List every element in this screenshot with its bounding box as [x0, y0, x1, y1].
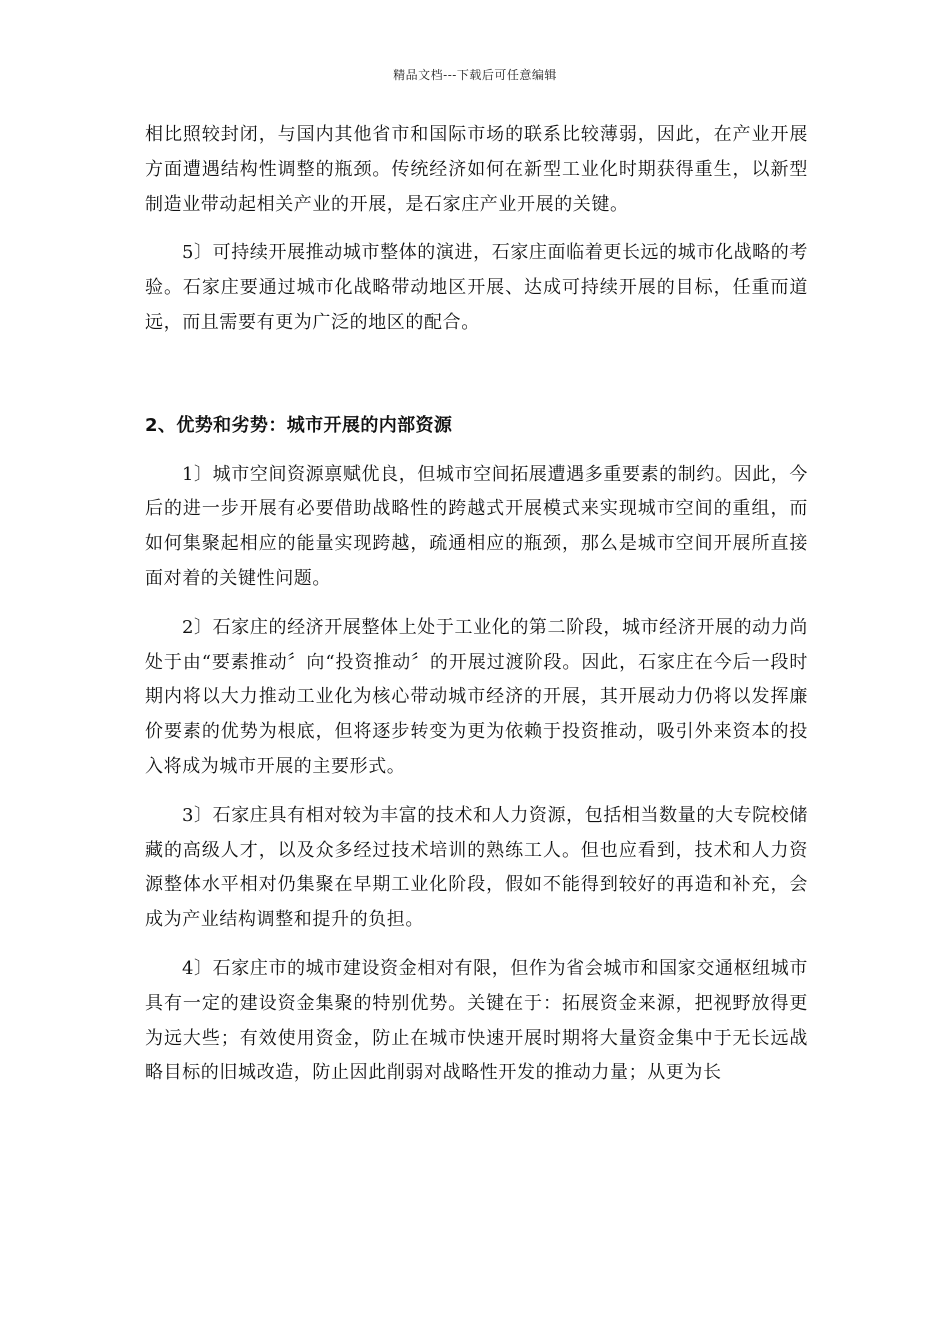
- paragraph-item-1: 1〕城市空间资源禀赋优良，但城市空间拓展遭遇多重要素的制约。因此，今后的进一步开展有必要借助战略性的跨越式开展模式来实现城市空间的重组，而如何集聚起相应的能量实现跨越，疏通相应的瓶颈，那么是城市空间开展所直接面对着的关键性问题。: [145, 463, 808, 589]
- paragraph-item-2: 2〕石家庄的经济开展整体上处于工业化的第二阶段，城市经济开展的动力尚处于由“要素推动〞向“投资推动〞的开展过渡阶段。因此，石家庄在今后一段时期内将以大力推动工业化为核心带动城市经济的开展，其开展动力仍将以发挥廉价要素的优势为根底，但将逐步转变为更为依赖于投资推动，吸引外来资本的投入将成为城市开展的主要形式。: [145, 616, 808, 777]
- paragraph-item-3: 3〕石家庄具有相对较为丰富的技术和人力资源，包括相当数量的大专院校储藏的高级人才，以及众多经过技术培训的熟练工人。但也应看到，技术和人力资源整体水平相对仍集聚在早期工业化阶段，假如不能得到较好的再造和补充，会成为产业结构调整和提升的负担。: [145, 804, 808, 931]
- paragraph-item-4: 4〕石家庄市的城市建设资金相对有限，但作为省会城市和国家交通枢纽城市具有一定的建设资金集聚的特别优势。关键在于：拓展资金来源，把视野放得更为远大些；有效使用资金，防止在城市快速开展时期将大量资金集中于无长远战略目标的旧城改造，防止因此削弱对战略性开发的推动力量；从更为长: [145, 957, 808, 1084]
- document-body: [145, 118, 808, 1091]
- page-header: 精品文档---下载后可任意编辑: [393, 68, 557, 82]
- paragraph-item-5: 5〕可持续开展推动城市整体的演进，石家庄面临着更长远的城市化战略的考验。石家庄要通过城市化战略带动地区开展、达成可持续开展的目标，任重而道远，而且需要有更为广泛的地区的配合。: [145, 242, 808, 333]
- section-heading: 2、优势和劣势：城市开展的内部资源: [145, 414, 453, 436]
- paragraph-continuation: 相比照较封闭，与国内其他省市和国际市场的联系比较薄弱，因此，在产业开展方面遭遇结构性调整的瓶颈。传统经济如何在新型工业化时期获得重生，以新型制造业带动起相关产业的开展，是石家庄产业开展的关键。: [145, 124, 808, 215]
